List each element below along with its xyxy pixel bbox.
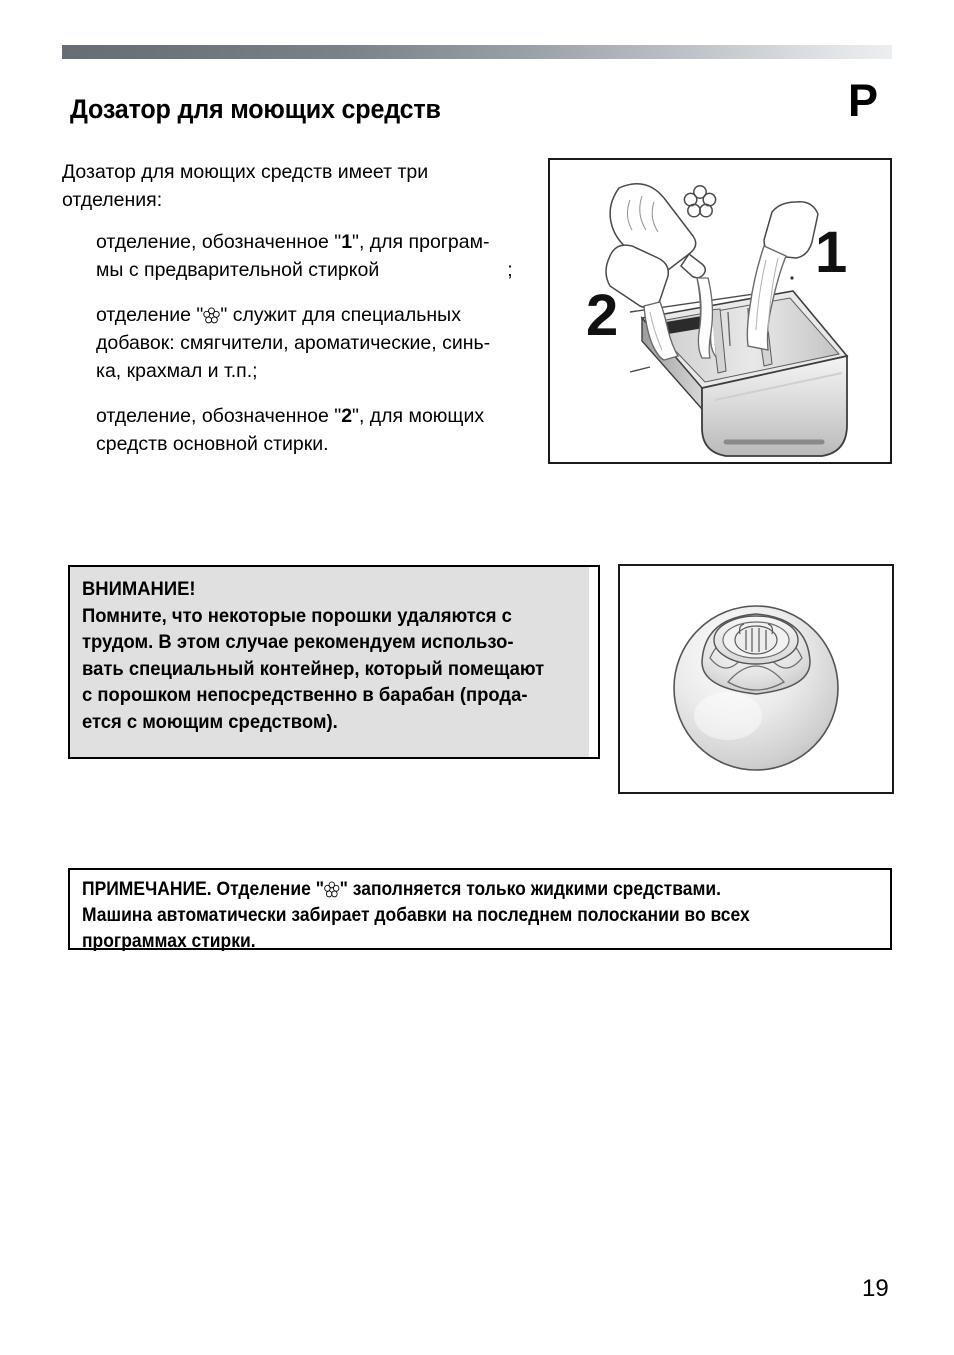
warning-line-2: трудом. В этом случае рекомендуем использо- bbox=[82, 632, 514, 653]
note-line-3: программах стирки. bbox=[82, 931, 256, 952]
compartment-flower-text-part4: ка, крахмал и т.п.; bbox=[96, 360, 258, 382]
compartment-list bbox=[96, 228, 526, 458]
list-item-compartment-2 bbox=[96, 402, 526, 458]
svg-text:2: 2 bbox=[586, 283, 619, 348]
note-box-text bbox=[82, 877, 818, 955]
note-prefix: ПРИМЕЧАНИЕ. Отделение " bbox=[82, 879, 324, 900]
list-item-compartment-flower bbox=[96, 301, 526, 385]
header-gradient-rule bbox=[62, 45, 892, 59]
note-line-2: Машина автоматически забирает добавки на последнем полоскании во всех bbox=[82, 905, 750, 926]
note-box bbox=[68, 868, 892, 950]
compartment-1-text-part3: мы с предварительной стиркой bbox=[96, 259, 380, 281]
compartment-flower-text-part2: " служит для специальных bbox=[220, 304, 461, 326]
warning-heading: ВНИМАНИЕ! bbox=[82, 579, 196, 600]
flower-icon bbox=[324, 881, 340, 898]
note-suffix: " заполняется только жидкими средствами. bbox=[339, 879, 721, 900]
note-line-1 bbox=[82, 877, 818, 903]
compartment-1-text-part1: отделение, обозначенное " bbox=[96, 231, 342, 253]
compartment-1-label: 1 bbox=[341, 231, 353, 253]
warning-line-3: вать специальный контейнер, который помещают bbox=[82, 658, 545, 680]
flower-icon bbox=[203, 307, 220, 324]
compartment-2-text-part1: отделение, обозначенное " bbox=[96, 405, 342, 427]
warning-box-text bbox=[82, 577, 567, 736]
compartment-2-label: 2 bbox=[341, 405, 353, 427]
svg-text:1: 1 bbox=[815, 220, 848, 285]
warning-line-4: с порошком непосредственно в барабан (прода- bbox=[82, 685, 528, 706]
warning-line-5: ется с моющим средством). bbox=[82, 711, 338, 733]
compartment-1-text-part2: ", для програм- bbox=[352, 231, 490, 253]
warning-line-1: Помните, что некоторые порошки удаляются с bbox=[82, 605, 512, 627]
page-number: 19 bbox=[862, 1275, 889, 1302]
compartment-2-text-part3: средств основной стирки. bbox=[96, 433, 329, 455]
detergent-dosing-ball-illustration bbox=[618, 564, 894, 794]
language-marker: P bbox=[848, 75, 879, 126]
warning-box bbox=[68, 565, 600, 759]
detergent-dispenser-drawer-illustration bbox=[548, 158, 892, 464]
list-item-compartment-1 bbox=[96, 228, 526, 284]
compartment-1-trailing: ; bbox=[507, 259, 513, 281]
compartment-2-text-part2: ", для моющих bbox=[352, 405, 485, 427]
compartment-flower-text-part1: отделение " bbox=[96, 304, 204, 326]
page-title: Дозатор для моющих средств bbox=[70, 94, 441, 124]
compartment-flower-text-part3: добавок: смягчители, ароматические, синь- bbox=[96, 332, 491, 354]
intro-paragraph: Дозатор для моющих средств имеет три отделения: bbox=[62, 161, 429, 211]
